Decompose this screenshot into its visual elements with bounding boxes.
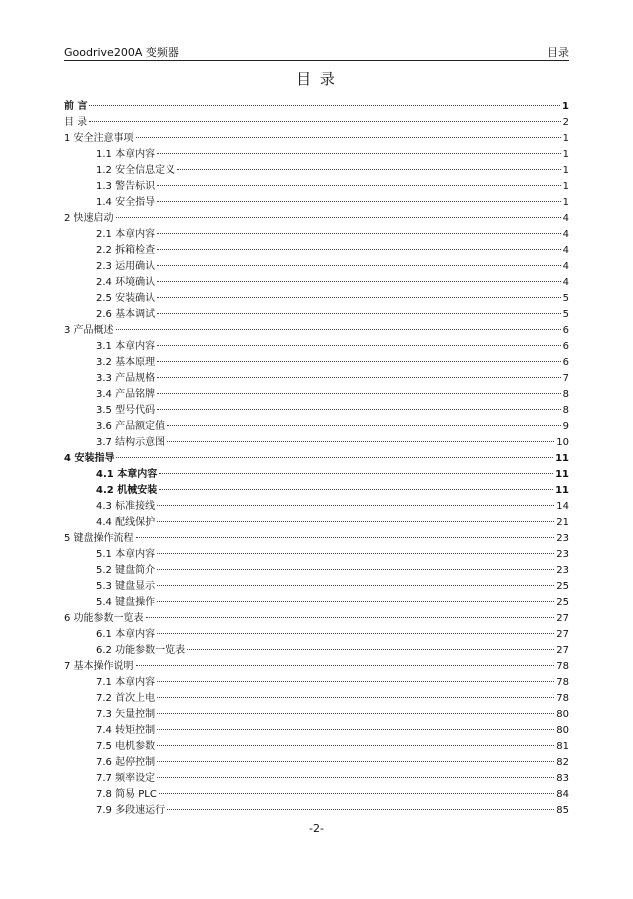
toc-entry-label: 5.1 本章内容 (96, 549, 156, 560)
toc-entry-page: 83 (556, 773, 569, 784)
toc-entry-page: 2 (562, 117, 569, 128)
toc-entry-page: 8 (562, 389, 569, 400)
toc-entry-page: 10 (556, 437, 569, 448)
toc-entry-page: 23 (556, 533, 569, 544)
toc-leader-dots (116, 329, 561, 330)
toc-entry-page: 84 (556, 789, 569, 800)
toc-leader-dots (157, 521, 554, 522)
toc-entry-label: 3.7 结构示意图 (96, 437, 166, 448)
toc-leader-dots (157, 393, 561, 394)
toc-entry-label: 7.6 起停控制 (96, 757, 156, 768)
toc-leader-dots (177, 169, 561, 170)
toc-entry-page: 5 (562, 293, 569, 304)
toc-entry-page: 27 (556, 645, 569, 656)
toc-entry[interactable] (64, 609, 569, 625)
toc-entry-page: 80 (556, 725, 569, 736)
toc-entry-label: 2.6 基本调试 (96, 309, 156, 320)
toc-leader-dots (157, 697, 554, 698)
toc-entry-label: 7.8 简易 PLC (96, 789, 157, 800)
page-header (64, 42, 569, 61)
toc-entry-label: 2.2 拆箱检查 (96, 245, 156, 256)
toc-entry-label: 1.2 安全信息定义 (96, 165, 176, 176)
toc-entry[interactable] (64, 129, 569, 145)
toc-subentry[interactable] (64, 369, 569, 385)
toc-entry-page: 4 (562, 229, 569, 240)
toc-leader-dots (136, 537, 555, 538)
toc-entry-page: 6 (562, 357, 569, 368)
toc-entry-page: 78 (556, 693, 569, 704)
toc-leader-dots (157, 233, 561, 234)
toc-entry-label: 7.9 多段速运行 (96, 805, 166, 816)
toc-entry[interactable] (64, 529, 569, 545)
toc-leader-dots (89, 121, 560, 122)
toc-subentry[interactable] (64, 801, 569, 817)
toc-leader-dots (157, 553, 554, 554)
toc-subentry[interactable] (64, 433, 569, 449)
toc-leader-dots (167, 809, 554, 810)
toc-subentry[interactable] (64, 625, 569, 641)
toc-entry-label: 4.4 配线保护 (96, 517, 156, 528)
toc-subentry[interactable] (64, 289, 569, 305)
toc-entry-page: 11 (555, 485, 569, 496)
toc-entry-label: 6 功能参数一览表 (64, 613, 144, 624)
toc-subentry[interactable] (64, 737, 569, 753)
toc-entry-label: 1.4 安全指导 (96, 197, 156, 208)
toc-subentry[interactable] (64, 193, 569, 209)
toc-entry[interactable] (64, 113, 569, 129)
toc-entry-label: 7.7 频率设定 (96, 773, 156, 784)
toc-leader-dots (136, 665, 555, 666)
toc-subentry[interactable] (64, 337, 569, 353)
toc-leader-dots (157, 729, 554, 730)
toc-subentry[interactable] (64, 257, 569, 273)
toc-entry-page: 1 (562, 197, 569, 208)
toc-entry-page: 14 (556, 501, 569, 512)
toc-entry-page: 1 (562, 165, 569, 176)
toc-leader-dots (157, 265, 561, 266)
page-title: 目 录 (296, 70, 337, 88)
toc-entry-page: 6 (562, 325, 569, 336)
toc-entry-page: 9 (562, 421, 569, 432)
toc-subentry[interactable] (64, 401, 569, 417)
toc-entry[interactable] (64, 657, 569, 673)
toc-leader-dots (157, 361, 561, 362)
toc-leader-dots (157, 777, 554, 778)
toc-leader-dots (157, 345, 561, 346)
toc-subentry[interactable] (64, 673, 569, 689)
toc-leader-dots (187, 649, 554, 650)
toc-leader-dots (157, 377, 561, 378)
toc-leader-dots (157, 569, 554, 570)
toc-entry-label: 3.1 本章内容 (96, 341, 156, 352)
toc-entry-page: 1 (562, 101, 569, 112)
toc-entry-page: 80 (556, 709, 569, 720)
toc-subentry[interactable] (64, 465, 569, 481)
toc-leader-dots (157, 281, 561, 282)
toc-entry-label: 7.1 本章内容 (96, 677, 156, 688)
toc-entry-page: 4 (562, 213, 569, 224)
toc-entry-label: 6.2 功能参数一览表 (96, 645, 186, 656)
toc-leader-dots (89, 105, 560, 106)
toc-subentry[interactable] (64, 785, 569, 801)
toc-subentry[interactable] (64, 689, 569, 705)
toc-entry-page: 1 (562, 133, 569, 144)
toc-entry-page: 23 (556, 549, 569, 560)
toc-entry-page: 4 (562, 277, 569, 288)
toc-entry-label: 4.2 机械安装 (96, 485, 158, 496)
toc-subentry[interactable] (64, 161, 569, 177)
toc-entry-page: 85 (556, 805, 569, 816)
table-of-contents (64, 97, 569, 817)
toc-subentry[interactable] (64, 593, 569, 609)
toc-subentry[interactable] (64, 497, 569, 513)
toc-entry-page: 11 (555, 469, 569, 480)
toc-entry-label: 3 产品概述 (64, 325, 114, 336)
toc-leader-dots (157, 297, 561, 298)
toc-entry-label: 5.4 键盘操作 (96, 597, 156, 608)
toc-subentry[interactable] (64, 273, 569, 289)
toc-entry-label: 4.1 本章内容 (96, 469, 158, 480)
toc-entry-label: 2.4 环境确认 (96, 277, 156, 288)
toc-entry-label: 7.2 首次上电 (96, 693, 156, 704)
toc-entry-label: 5.2 键盘简介 (96, 565, 156, 576)
toc-entry-page: 23 (556, 565, 569, 576)
toc-subentry[interactable] (64, 705, 569, 721)
toc-entry-label: 2 快速启动 (64, 213, 114, 224)
toc-leader-dots (159, 793, 554, 794)
toc-leader-dots (157, 745, 554, 746)
toc-entry[interactable] (64, 97, 569, 113)
toc-entry-label: 4 安装指导 (64, 453, 115, 464)
toc-entry-page: 4 (562, 261, 569, 272)
toc-leader-dots (159, 473, 553, 474)
toc-leader-dots (157, 585, 554, 586)
toc-entry-label: 3.2 基本原理 (96, 357, 156, 368)
toc-leader-dots (157, 249, 561, 250)
toc-leader-dots (157, 761, 554, 762)
toc-entry-page: 78 (556, 661, 569, 672)
toc-subentry[interactable] (64, 721, 569, 737)
toc-entry[interactable] (64, 321, 569, 337)
toc-entry[interactable] (64, 449, 569, 465)
toc-leader-dots (136, 137, 561, 138)
toc-entry-page: 25 (556, 581, 569, 592)
page-number: -2- (309, 822, 324, 835)
toc-entry-page: 21 (556, 517, 569, 528)
toc-entry-page: 5 (562, 309, 569, 320)
toc-subentry[interactable] (64, 385, 569, 401)
toc-entry-page: 8 (562, 405, 569, 416)
toc-subentry[interactable] (64, 577, 569, 593)
toc-subentry[interactable] (64, 417, 569, 433)
toc-subentry[interactable] (64, 225, 569, 241)
toc-entry-label: 7.4 转矩控制 (96, 725, 156, 736)
toc-subentry[interactable] (64, 241, 569, 257)
toc-entry-page: 82 (556, 757, 569, 768)
toc-entry[interactable] (64, 209, 569, 225)
toc-subentry[interactable] (64, 481, 569, 497)
toc-subentry[interactable] (64, 545, 569, 561)
toc-leader-dots (157, 201, 561, 202)
toc-subentry[interactable] (64, 353, 569, 369)
toc-entry-label: 5.3 键盘显示 (96, 581, 156, 592)
toc-leader-dots (157, 633, 554, 634)
toc-subentry[interactable] (64, 769, 569, 785)
toc-entry-label: 2.3 运用确认 (96, 261, 156, 272)
toc-entry-label: 3.6 产品额定值 (96, 421, 166, 432)
toc-entry-label: 1.3 警告标识 (96, 181, 156, 192)
toc-entry-label: 1.1 本章内容 (96, 149, 156, 160)
toc-subentry[interactable] (64, 145, 569, 161)
toc-entry-label: 7.5 电机参数 (96, 741, 156, 752)
toc-entry-label: 5 键盘操作流程 (64, 533, 134, 544)
toc-entry-label: 3.5 型号代码 (96, 405, 156, 416)
toc-subentry[interactable] (64, 305, 569, 321)
toc-entry-page: 81 (556, 741, 569, 752)
toc-entry-page: 78 (556, 677, 569, 688)
toc-entry-page: 1 (562, 149, 569, 160)
toc-subentry[interactable] (64, 513, 569, 529)
toc-leader-dots (159, 489, 553, 490)
toc-entry-page: 25 (556, 597, 569, 608)
toc-leader-dots (167, 441, 554, 442)
toc-entry-page: 6 (562, 341, 569, 352)
toc-leader-dots (157, 601, 554, 602)
toc-leader-dots (157, 409, 561, 410)
toc-leader-dots (116, 457, 553, 458)
toc-entry-label: 3.4 产品铭牌 (96, 389, 156, 400)
toc-leader-dots (157, 713, 554, 714)
toc-entry-label: 6.1 本章内容 (96, 629, 156, 640)
toc-entry-label: 前 言 (64, 101, 88, 112)
toc-entry-label: 7 基本操作说明 (64, 661, 134, 672)
toc-entry-label: 4.3 标准接线 (96, 501, 156, 512)
header-section-name: 目录 (547, 46, 569, 59)
toc-entry-page: 27 (556, 629, 569, 640)
toc-entry-label: 目 录 (64, 117, 88, 128)
toc-leader-dots (157, 505, 554, 506)
toc-entry-page: 1 (562, 181, 569, 192)
toc-leader-dots (157, 681, 554, 682)
toc-subentry[interactable] (64, 641, 569, 657)
toc-entry-page: 27 (556, 613, 569, 624)
toc-entry-label: 2.1 本章内容 (96, 229, 156, 240)
toc-subentry[interactable] (64, 753, 569, 769)
toc-entry-label: 1 安全注意事项 (64, 133, 134, 144)
toc-leader-dots (167, 425, 561, 426)
toc-entry-page: 7 (562, 373, 569, 384)
toc-entry-page: 11 (555, 453, 569, 464)
toc-leader-dots (116, 217, 561, 218)
toc-entry-label: 2.5 安装确认 (96, 293, 156, 304)
toc-entry-page: 4 (562, 245, 569, 256)
toc-leader-dots (157, 153, 561, 154)
header-product-name: Goodrive200A 变频器 (64, 46, 179, 59)
toc-entry-label: 7.3 矢量控制 (96, 709, 156, 720)
toc-leader-dots (157, 185, 561, 186)
toc-subentry[interactable] (64, 177, 569, 193)
toc-leader-dots (146, 617, 555, 618)
toc-subentry[interactable] (64, 561, 569, 577)
toc-entry-label: 3.3 产品规格 (96, 373, 156, 384)
toc-leader-dots (157, 313, 561, 314)
